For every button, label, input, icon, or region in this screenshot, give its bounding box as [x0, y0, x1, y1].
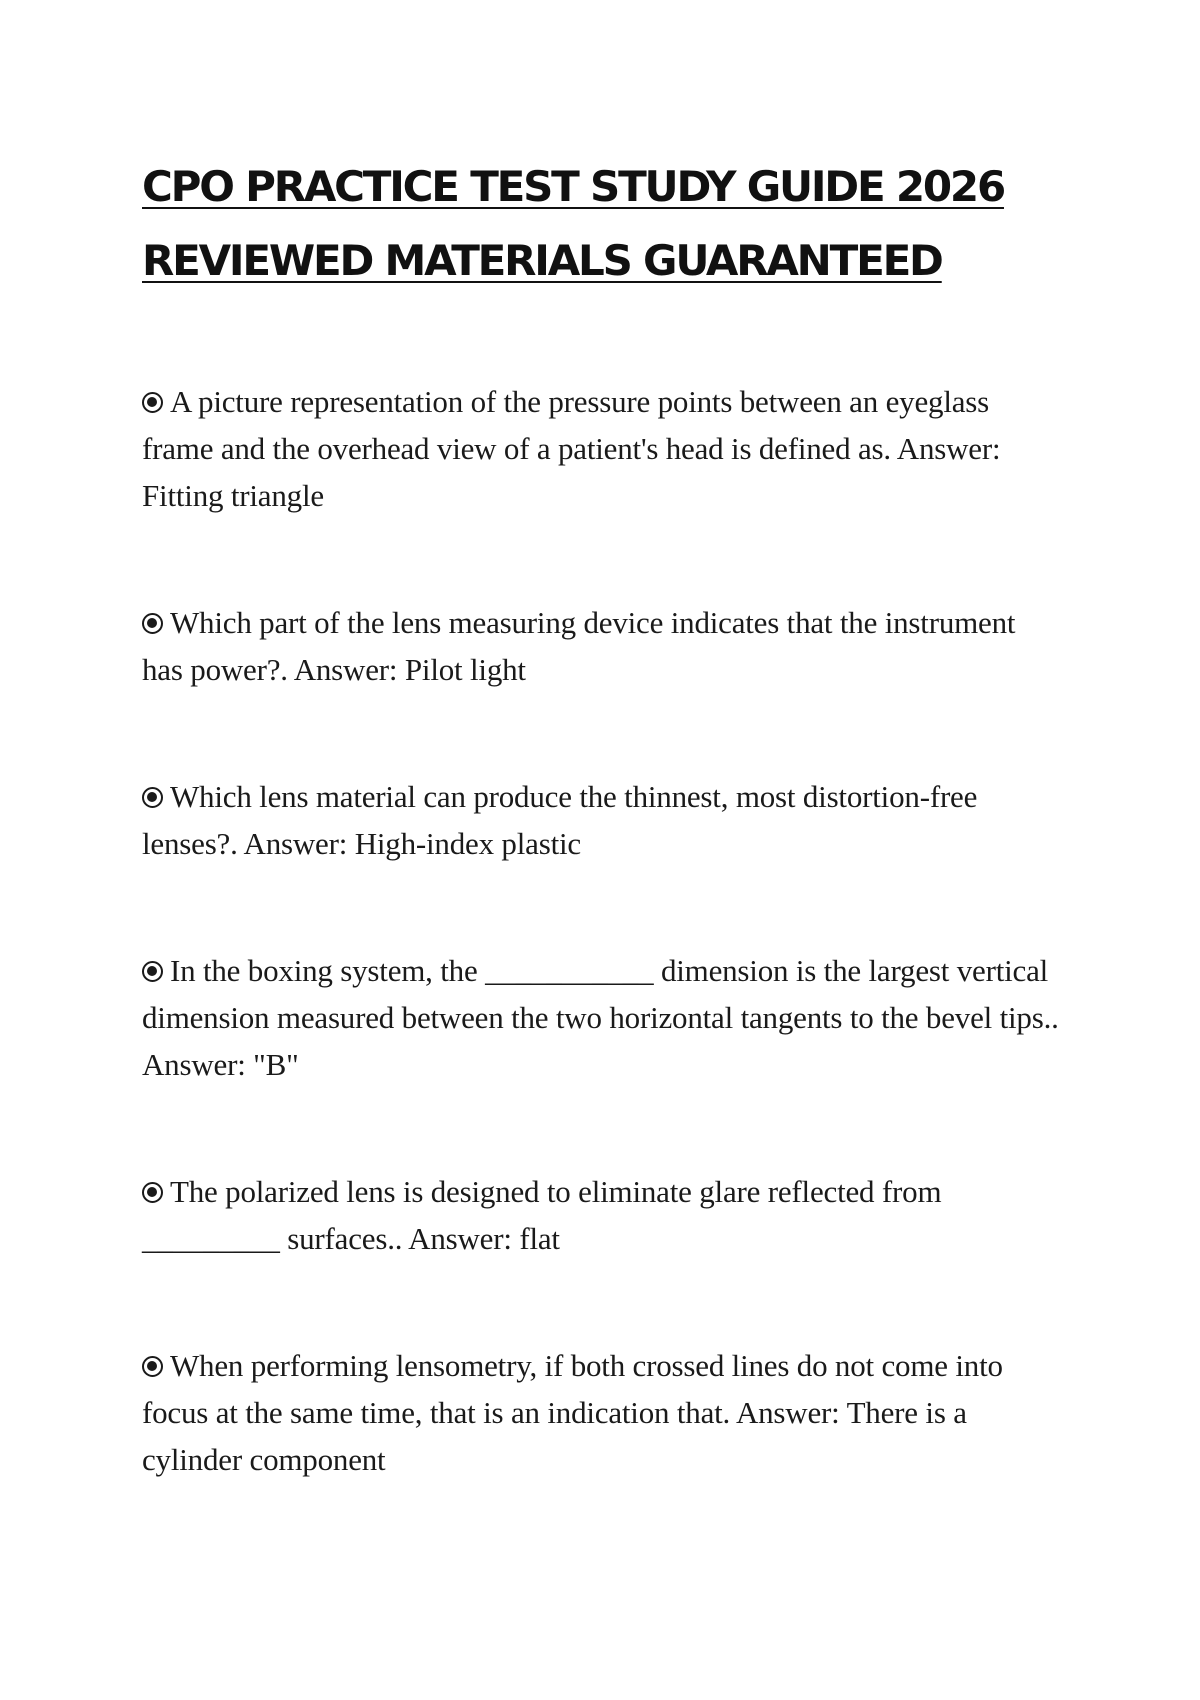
qa-item [142, 773, 1062, 867]
fisheye-bullet-icon [142, 613, 163, 634]
document-title [142, 150, 1082, 298]
fisheye-bullet-icon [142, 392, 163, 413]
qa-item [142, 1168, 1062, 1262]
qa-item [142, 599, 1062, 693]
title-line-2: REVIEWED MATERIALS GUARANTEED [142, 236, 942, 285]
qa-item-text: A picture representation of the pressure points between an eyeglass frame and the overhead view of a patient's head is defined as. Answer: Fitting triangle [142, 384, 1001, 513]
fisheye-bullet-icon [142, 1356, 163, 1377]
qa-item-text: The polarized lens is designed to eliminate glare reflected from _________ surfaces.. Answer: flat [142, 1174, 942, 1256]
title-line-1: CPO PRACTICE TEST STUDY GUIDE 2026 [142, 162, 1004, 211]
fisheye-bullet-icon [142, 961, 163, 982]
qa-item-text: In the boxing system, the ___________ dimension is the largest vertical dimension measured between the two horizontal tangents to the bevel tips.. Answer: "B" [142, 953, 1059, 1082]
qa-item [142, 1342, 1062, 1483]
qa-list [142, 378, 1062, 1563]
fisheye-bullet-icon [142, 1182, 163, 1203]
fisheye-bullet-icon [142, 787, 163, 808]
qa-item-text: Which part of the lens measuring device indicates that the instrument has power?. Answer: Pilot light [142, 605, 1016, 687]
qa-item [142, 378, 1062, 519]
qa-item [142, 947, 1062, 1088]
qa-item-text: Which lens material can produce the thinnest, most distortion-free lenses?. Answer: High-index plastic [142, 779, 978, 861]
qa-item-text: When performing lensometry, if both crossed lines do not come into focus at the same time, that is an indication that. Answer: There is a cylinder component [142, 1348, 1003, 1477]
